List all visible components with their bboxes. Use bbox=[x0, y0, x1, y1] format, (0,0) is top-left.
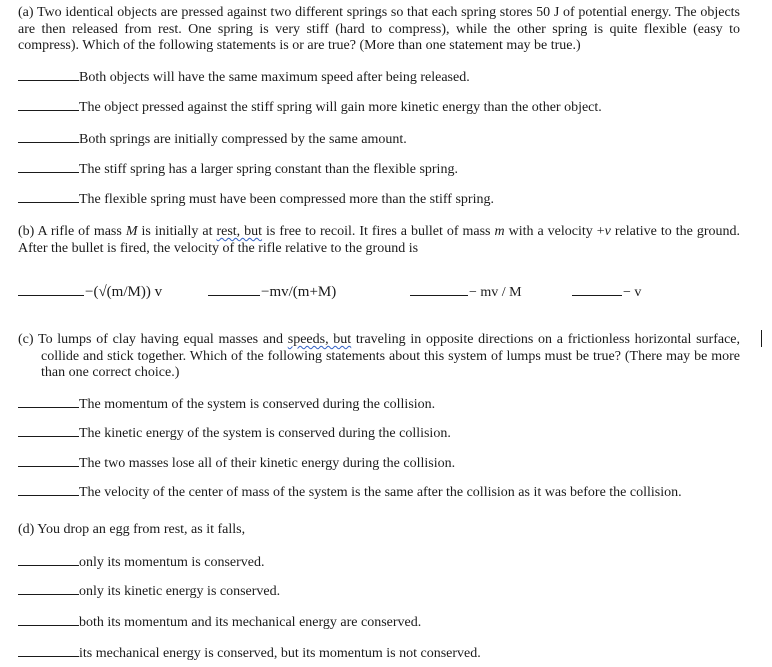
question-d-option-4[interactable] bbox=[18, 643, 481, 663]
answer-blank[interactable] bbox=[18, 482, 79, 496]
question-a-option-4[interactable] bbox=[18, 159, 458, 179]
question-d-text: (d) You drop an egg from rest, as it falls, bbox=[18, 522, 246, 537]
option-label: only its momentum is conserved. bbox=[79, 555, 265, 570]
question-c-text: (c) To lumps of clay having equal masses and speeds, but traveling in opposite directions on a frictionless horizontal surface, collide and stick together. Which of the following statements about this system of lumps must be true? (There may be more than one correct choice.) bbox=[18, 332, 740, 380]
option-label: The object pressed against the stiff spring will gain more kinetic energy than the other object. bbox=[79, 100, 602, 115]
answer-blank[interactable] bbox=[18, 394, 79, 408]
option-label: Both objects will have the same maximum speed after being released. bbox=[79, 70, 470, 85]
option-label: The stiff spring has a larger spring constant than the flexible spring. bbox=[79, 162, 458, 177]
question-c-option-1[interactable] bbox=[18, 394, 435, 414]
option-label: both its momentum and its mechanical energy are conserved. bbox=[79, 615, 422, 630]
question-b-option-2[interactable] bbox=[208, 282, 336, 302]
answer-blank[interactable] bbox=[18, 612, 79, 626]
option-label: The velocity of the center of mass of the system is the same after the collision as it was before the collision. bbox=[79, 485, 682, 500]
answer-blank[interactable] bbox=[18, 129, 79, 143]
option-formula: − mv / M bbox=[469, 285, 522, 300]
option-label: The momentum of the system is conserved during the collision. bbox=[79, 397, 436, 412]
option-label: only its kinetic energy is conserved. bbox=[79, 584, 281, 599]
question-d-option-2[interactable] bbox=[18, 581, 280, 601]
answer-blank[interactable] bbox=[18, 67, 79, 81]
option-label: its mechanical energy is conserved, but its momentum is not conserved. bbox=[79, 646, 481, 661]
option-formula: −mv/(m+M) bbox=[261, 284, 337, 300]
answer-blank[interactable] bbox=[18, 159, 79, 173]
question-b-option-1[interactable] bbox=[18, 282, 162, 302]
answer-blank[interactable] bbox=[18, 581, 79, 595]
answer-blank[interactable] bbox=[18, 423, 79, 437]
answer-blank[interactable] bbox=[18, 552, 79, 566]
answer-blank[interactable] bbox=[208, 282, 260, 296]
question-c-option-3[interactable] bbox=[18, 453, 455, 473]
spelling-underline: rest, but bbox=[216, 224, 263, 239]
answer-blank[interactable] bbox=[18, 282, 84, 296]
option-formula: −(√(m/M)) v bbox=[85, 284, 163, 300]
question-a-option-1[interactable] bbox=[18, 67, 470, 87]
question-a-option-5[interactable] bbox=[18, 189, 494, 209]
option-label: Both springs are initially compressed by the same amount. bbox=[79, 132, 407, 147]
answer-blank[interactable] bbox=[18, 97, 79, 111]
question-a-option-3[interactable] bbox=[18, 129, 407, 149]
question-d-option-1[interactable] bbox=[18, 552, 264, 572]
option-label: The two masses lose all of their kinetic energy during the collision. bbox=[79, 456, 456, 471]
option-formula: − v bbox=[623, 285, 642, 300]
question-a-text: (a) Two identical objects are pressed against two different springs so that each spring stores 50 J of potential energy. The objects are then released from rest. One spring is very stiff (hard to compress), while the other spring is quite flexible (easy to compress). Which of the following statements is or are true? (More than one statement may be true.) bbox=[18, 5, 740, 53]
question-c-option-2[interactable] bbox=[18, 423, 451, 443]
question-d-option-3[interactable] bbox=[18, 612, 421, 632]
option-label: The flexible spring must have been compressed more than the stiff spring. bbox=[79, 192, 494, 207]
answer-blank[interactable] bbox=[18, 189, 79, 203]
question-a-option-2[interactable] bbox=[18, 97, 602, 117]
answer-blank[interactable] bbox=[18, 453, 79, 467]
option-label: The kinetic energy of the system is conserved during the collision. bbox=[79, 426, 451, 441]
text-cursor bbox=[761, 330, 762, 347]
question-b-text: (b) A rifle of mass M is initially at rest, but is free to recoil. It fires a bullet of mass m with a velocity +v relative to the ground. After the bullet is fired, the velocity of the rifle relative to the ground is bbox=[18, 224, 740, 256]
question-b-option-4[interactable] bbox=[572, 282, 641, 302]
question-c-option-4[interactable] bbox=[18, 482, 682, 502]
spelling-underline: speeds, but bbox=[287, 332, 352, 347]
answer-blank[interactable] bbox=[572, 282, 622, 296]
answer-blank[interactable] bbox=[18, 643, 79, 657]
question-b-option-3[interactable] bbox=[410, 282, 522, 302]
answer-blank[interactable] bbox=[410, 282, 468, 296]
